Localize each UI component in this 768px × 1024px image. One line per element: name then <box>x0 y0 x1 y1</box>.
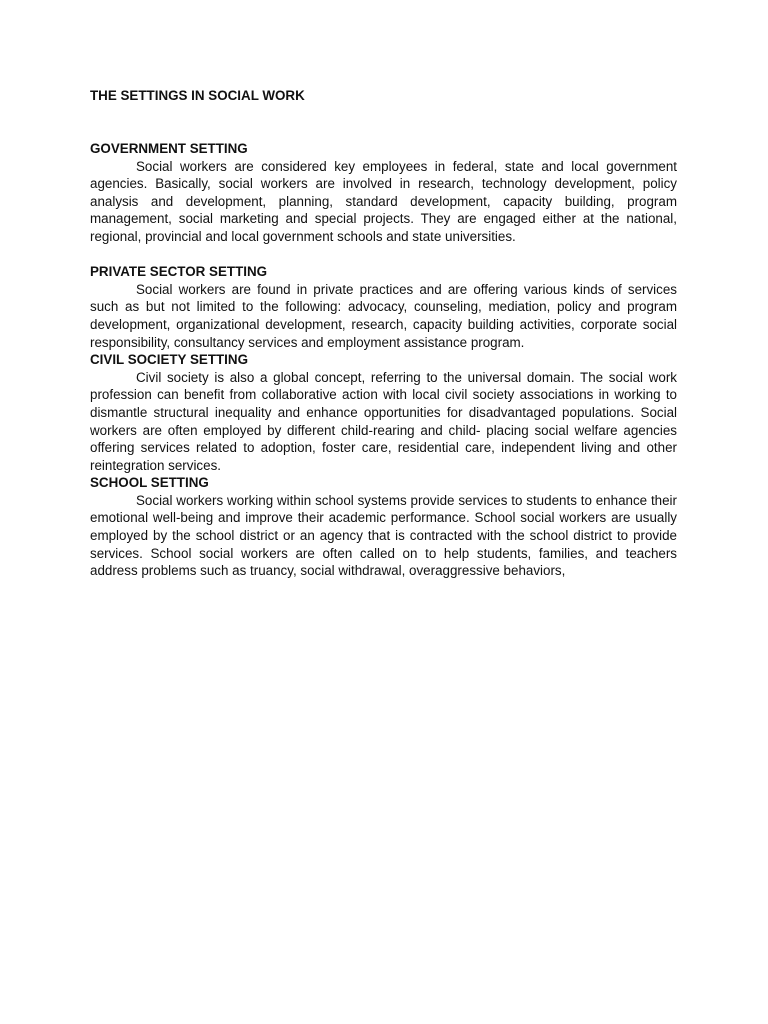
section-heading: CIVIL SOCIETY SETTING <box>90 352 248 368</box>
section-school <box>90 474 677 580</box>
section-heading: GOVERNMENT SETTING <box>90 141 248 156</box>
section-body: Social workers working within school systems provide services to students to enhance their emotional well-being and improve their academic performance. School social workers are usually employed by the school district or an agency that is contracted with the school district to provide services. School social workers are often called on to help students, families, and teachers address problems such as truancy, social withdrawal, overaggressive behaviors, <box>90 492 677 579</box>
section-body: Social workers are considered key employees in federal, state and local government agencies. Basically, social workers are involved in research, technology development, policy analysis and development, planning, standard development, capacity building, program management, social marketing and special projects. They are engaged either at the national, regional, provincial and local government schools and state universities. <box>90 158 677 244</box>
section-body: Civil society is also a global concept, referring to the universal domain. The social work profession can benefit from collaborative action with local civil society associations in working to dismantle structural inequality and enhance opportunities for disadvantaged populations. Social workers are often employed by different child-rearing and child- placing social welfare agencies offering services related to adoption, foster care, residential care, independent living and other reintegration services. <box>90 369 677 473</box>
section-civil-society <box>90 351 677 474</box>
section-heading: SCHOOL SETTING <box>90 475 209 491</box>
section-heading: PRIVATE SECTOR SETTING <box>90 264 268 280</box>
section-private-sector <box>90 263 677 351</box>
document-content <box>90 87 677 580</box>
document-title: THE SETTINGS IN SOCIAL WORK <box>90 88 305 103</box>
section-government <box>90 140 677 246</box>
section-body: Social workers are found in private practices and are offering various kinds of services such as but not limited to the following: advocacy, counseling, mediation, policy and program development, organizational development, research, capacity building activities, corporate social responsibility, consultancy services and employment assistance program. <box>90 281 677 350</box>
